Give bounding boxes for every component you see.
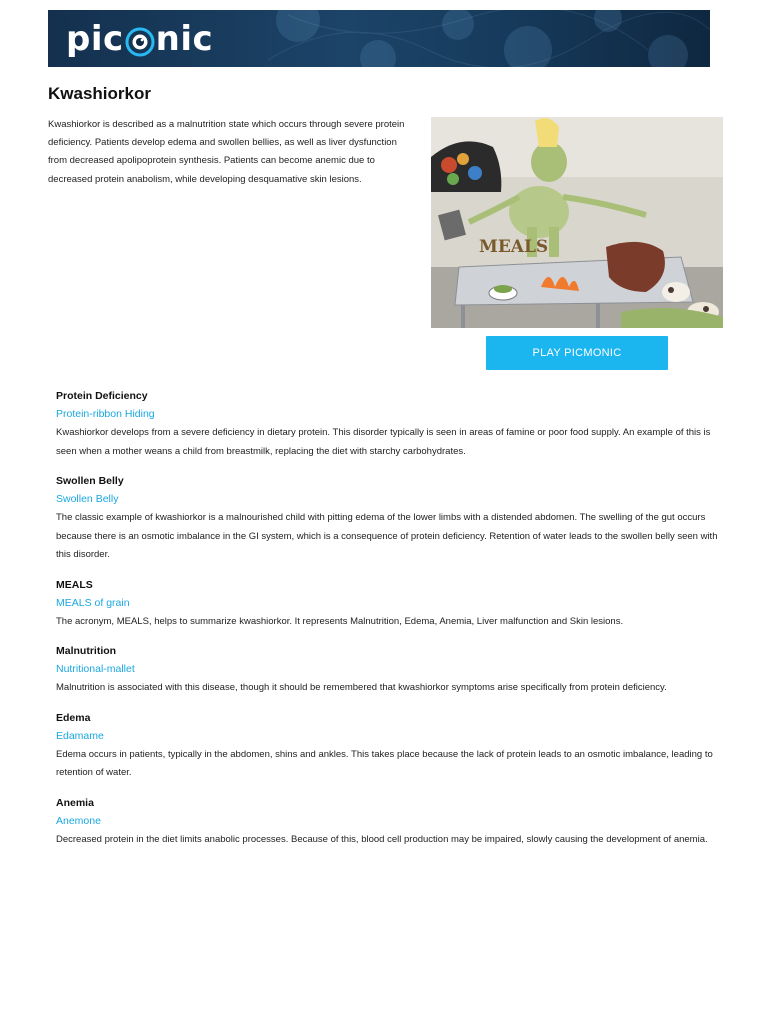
header-banner — [48, 10, 710, 67]
cartoon-scene-image — [431, 117, 723, 328]
logo-text-right: nic — [155, 19, 214, 59]
logo-text-left: pic — [66, 19, 124, 59]
section-term: Anemia — [56, 796, 94, 809]
section-term: Swollen Belly — [56, 475, 124, 487]
section-mnemonic-link[interactable]: Edamame — [56, 729, 104, 742]
section-term: Malnutrition — [56, 645, 117, 657]
section-description: Edema occurs in patients, typically in the abdomen, shins and ankles. This takes place because the lack of protein leads to an osmotic imbalance, leading to retention of water. — [56, 748, 713, 778]
section-malnutrition — [56, 644, 722, 698]
picmonic-illustration — [431, 117, 723, 328]
section-description: The acronym, MEALS, helps to summarize kwashiorkor. It represents Malnutrition, Edema, Anemia, Liver malfunction and Skin lesions. — [56, 615, 624, 627]
section-description: Kwashiorkor develops from a severe deficiency in dietary protein. This disorder typically is seen in areas of famine or poor food supply. An example of this is seen when a mother weans a child from breastmilk, replacing the diet with starchy carbohydrates. — [56, 427, 711, 457]
meals-sign-text: MEALS — [479, 237, 549, 257]
intro-paragraph: Kwashiorkor is described as a malnutrition state which occurs through severe protein deficiency. Patients develop edema and swollen bellies, as well as liver dysfunction from decreased apolipoprotein synthesis. Patients can become anemic due to decreased protein anabolism, while developing desquamative skin lesions. — [48, 119, 405, 185]
page-title: Kwashiorkor — [48, 84, 151, 103]
section-swollen-belly — [56, 474, 722, 565]
section-mnemonic-link[interactable]: Protein-ribbon Hiding — [56, 408, 155, 420]
section-term: MEALS — [56, 578, 93, 591]
eye-logo-icon — [125, 26, 155, 56]
section-mnemonic-link[interactable]: MEALS of grain — [56, 596, 130, 609]
section-meals — [56, 578, 722, 632]
section-mnemonic-link[interactable]: Nutritional-mallet — [56, 663, 135, 675]
section-description: Decreased protein in the diet limits anabolic processes. Because of this, blood cell production may be impaired, slowly causing the development of anemia. — [56, 833, 708, 845]
section-mnemonic-link[interactable]: Anemone — [56, 814, 101, 827]
section-anemia — [56, 796, 722, 850]
section-term: Protein Deficiency — [56, 390, 148, 402]
attribute-list — [56, 389, 722, 862]
play-picmonic-button[interactable]: PLAY PICMONIC — [486, 336, 668, 370]
section-description: The classic example of kwashiorkor is a malnourished child with pitting edema of the lower limbs with a distended abdomen. The swelling of the gut occurs because there is an osmotic imbalance in the GI system, which is a consequence of protein deficiency. Retention of water leads to the swollen belly seen with this disorder. — [56, 512, 718, 560]
picmonic-logo[interactable] — [66, 20, 213, 58]
section-term: Edema — [56, 711, 91, 724]
section-protein-deficiency — [56, 389, 722, 461]
section-description: Malnutrition is associated with this disease, though it should be remembered that kwashiorkor symptoms arise specifically from protein deficiency. — [56, 682, 667, 693]
section-edema — [56, 711, 722, 783]
section-mnemonic-link[interactable]: Swollen Belly — [56, 493, 119, 505]
